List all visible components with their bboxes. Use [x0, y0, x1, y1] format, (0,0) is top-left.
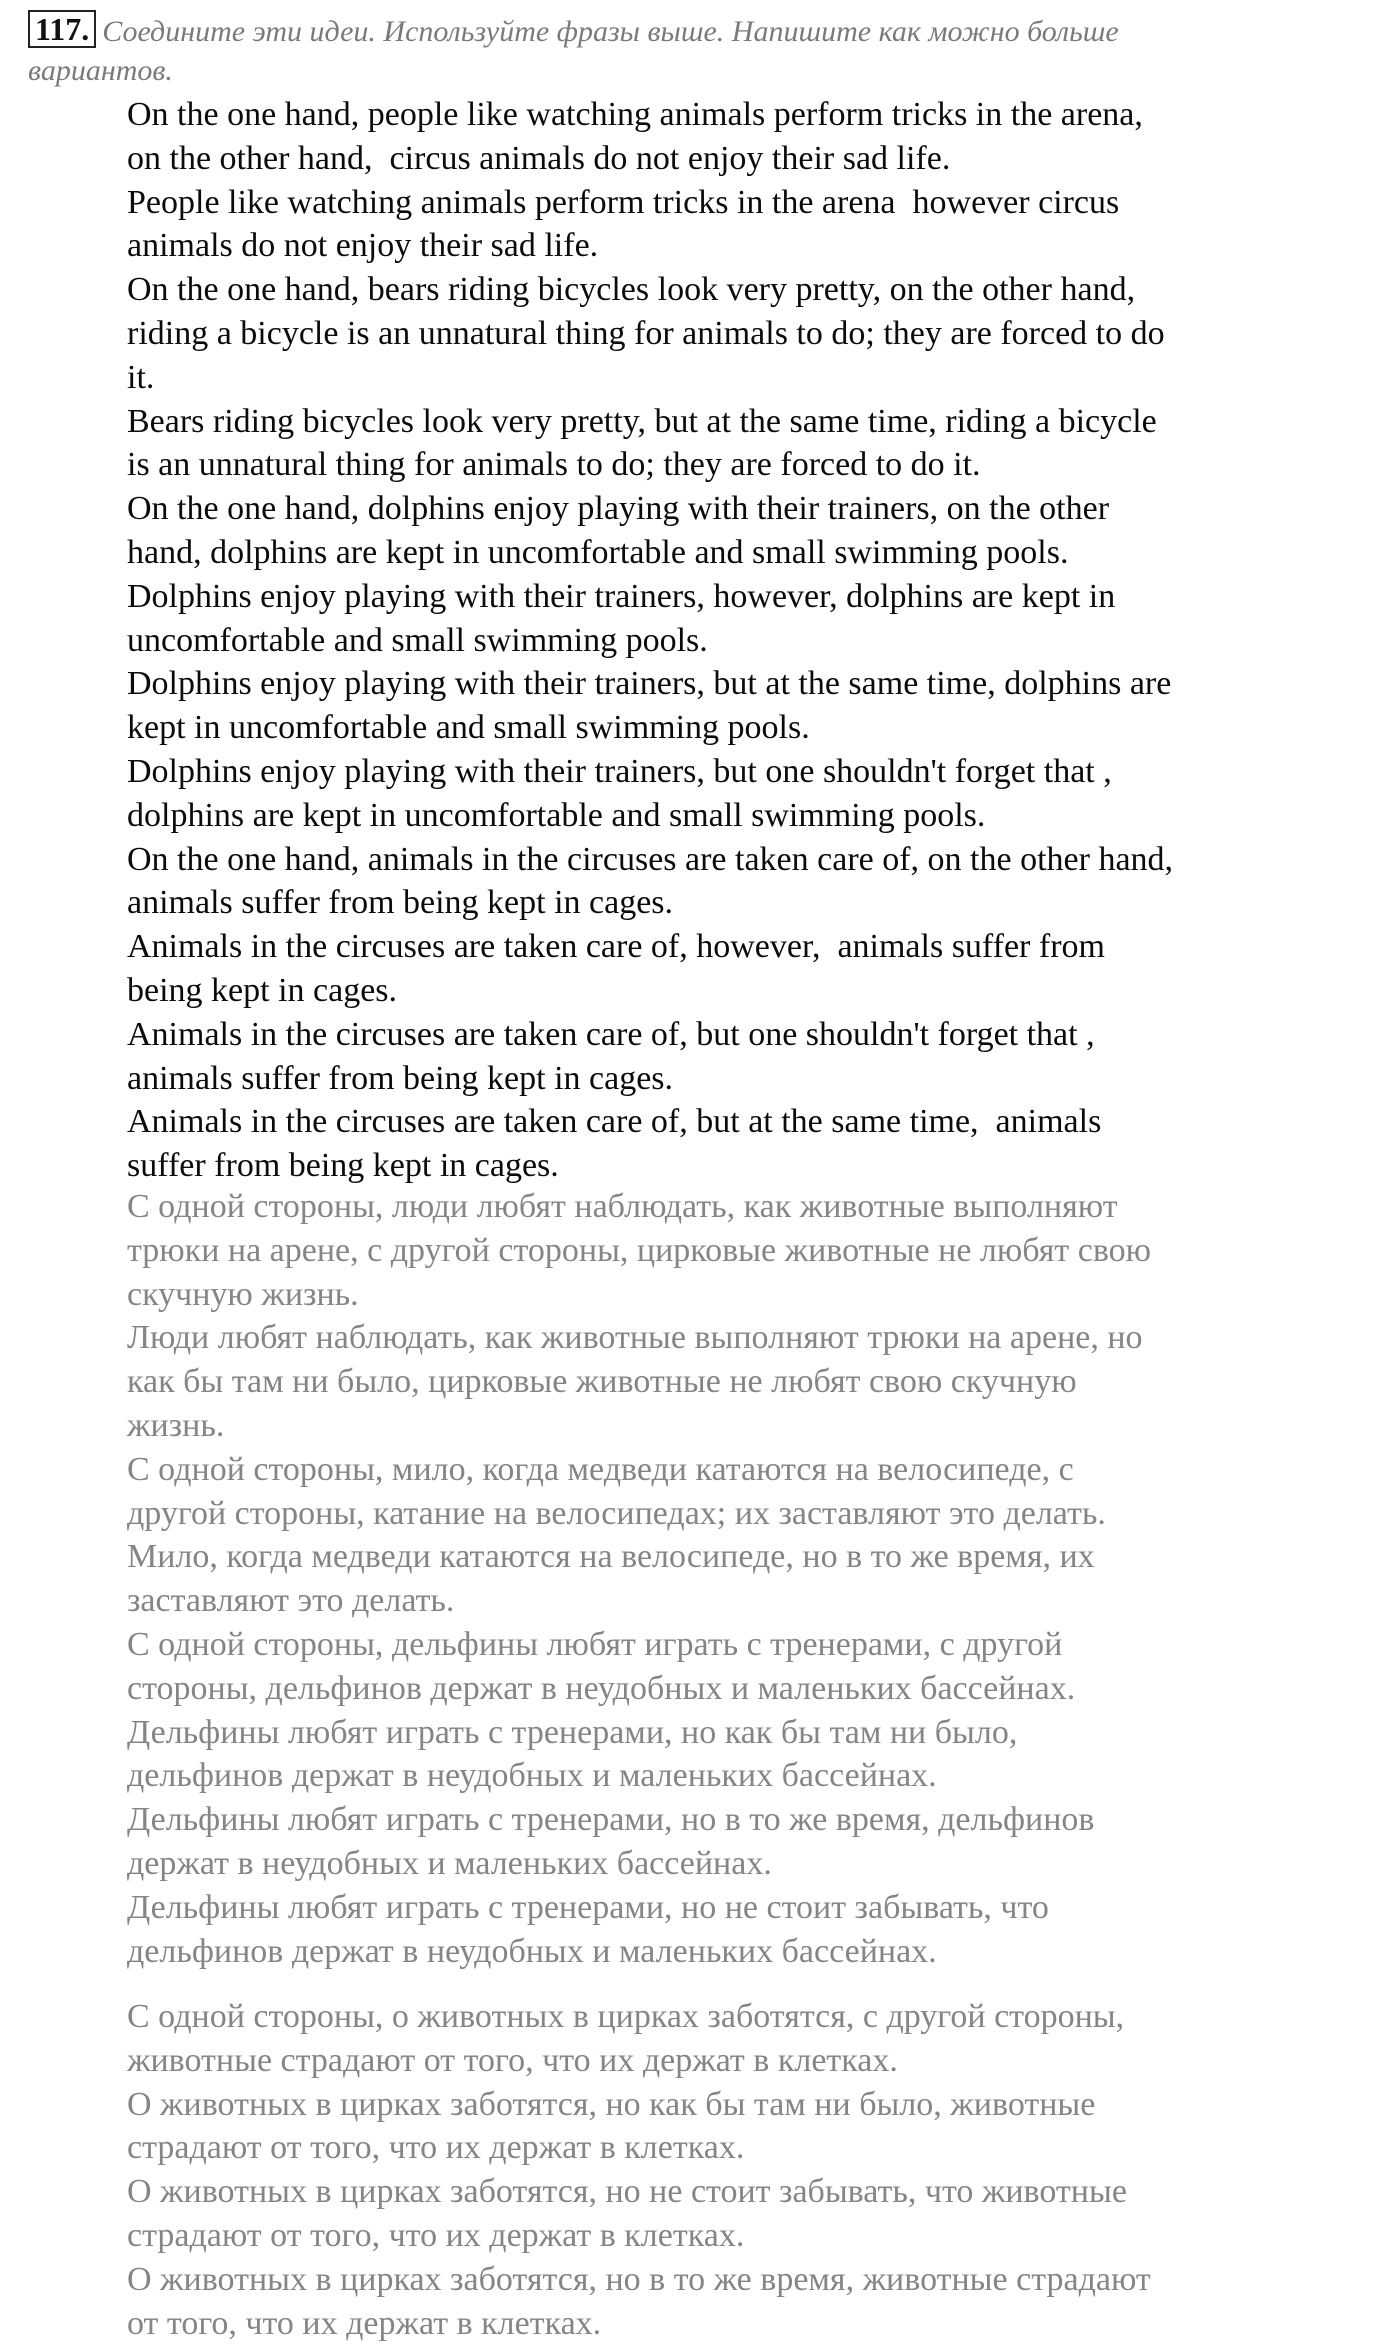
english-line: hand, dolphins are kept in uncomfortable and small swimming pools.	[127, 533, 1069, 571]
russian-line: С одной стороны, мило, когда медведи катаются на велосипеде, с	[127, 1450, 1074, 1488]
russian-line: С одной стороны, о животных в цирках заботятся, с другой стороны,	[127, 1998, 1125, 2035]
english-line: Dolphins enjoy playing with their trainers, but at the same time, dolphins are	[127, 665, 1172, 703]
russian-line: трюки на арене, с другой стороны, цирковые животные не любят свою	[127, 1231, 1152, 1269]
english-line: On the one hand, animals in the circuses are taken care of, on the other hand,	[127, 840, 1174, 878]
english-line: suffer from being kept in cages.	[127, 1147, 559, 1185]
english-line: on the other hand, circus animals do not enjoy their sad life.	[127, 139, 951, 177]
russian-line: страдают от того, что их держат в клетках.	[127, 2129, 745, 2167]
russian-line: стороны, дельфинов держат в неудобных и маленьких бассейнах.	[127, 1669, 1076, 1707]
russian-line: Дельфины любят играть с тренерами, но как бы там ни было,	[127, 1713, 1018, 1751]
english-line: kept in uncomfortable and small swimming pools.	[127, 709, 810, 747]
english-line: riding a bicycle is an unnatural thing for animals to do; they are forced to do	[127, 314, 1165, 352]
task-header	[28, 10, 1368, 90]
english-line: Bears riding bicycles look very pretty, but at the same time, riding a bicycle	[127, 402, 1157, 440]
russian-line: О животных в цирках заботятся, но как бы там ни было, животные	[127, 2085, 1096, 2123]
russian-line: другой стороны, катание на велосипедах; их заставляют это делать.	[127, 1494, 1106, 1532]
english-line: Dolphins enjoy playing with their trainers, however, dolphins are kept in	[127, 577, 1116, 615]
task-number: 117.	[28, 10, 96, 48]
russian-line: как бы там ни было, цирковые животные не любят свою скучную	[127, 1363, 1077, 1401]
english-line: is an unnatural thing for animals to do; they are forced to do it.	[127, 446, 981, 484]
russian-line: С одной стороны, люди любят наблюдать, как животные выполняют	[127, 1188, 1118, 1225]
english-line: On the one hand, people like watching animals perform tricks in the arena,	[127, 96, 1143, 133]
english-line: Animals in the circuses are taken care of, but at the same time, animals	[127, 1103, 1102, 1141]
russian-line: скучную жизнь.	[127, 1275, 359, 1313]
english-line: uncomfortable and small swimming pools.	[127, 621, 708, 659]
russian-line: дельфинов держат в неудобных и маленьких бассейнах.	[127, 1757, 937, 1795]
russian-line: С одной стороны, дельфины любят играть с тренерами, с другой	[127, 1625, 1063, 1663]
russian-translations	[127, 1185, 1327, 1973]
russian-line: Люди любят наблюдать, как животные выполняют трюки на арене, но	[127, 1319, 1143, 1357]
russian-line: держат в неудобных и маленьких бассейнах.	[127, 1844, 772, 1882]
russian-line: жизнь.	[127, 1406, 225, 1444]
russian-line: О животных в цирках заботятся, но в то же время, животные страдают	[127, 2260, 1151, 2298]
russian-line: Дельфины любят играть с тренерами, но не стоит забывать, что	[127, 1888, 1049, 1926]
english-line: animals suffer from being kept in cages.	[127, 1059, 674, 1097]
english-line: Animals in the circuses are taken care of, however, animals suffer from	[127, 928, 1105, 966]
english-line: animals suffer from being kept in cages.	[127, 884, 674, 922]
english-line: Animals in the circuses are taken care of, but one shouldn't forget that ,	[127, 1015, 1095, 1053]
russian-line: Мило, когда медведи катаются на велосипеде, но в то же время, их	[127, 1538, 1095, 1576]
russian-line: дельфинов держат в неудобных и маленьких бассейнах.	[127, 1932, 937, 1970]
english-line: it.	[127, 358, 155, 396]
english-line: On the one hand, dolphins enjoy playing with their trainers, on the other	[127, 490, 1110, 528]
russian-line: животные страдают от того, что их держат в клетках.	[127, 2041, 898, 2079]
russian-translations-circus	[127, 1995, 1327, 2345]
english-line: being kept in cages.	[127, 971, 398, 1009]
english-line: People like watching animals perform tricks in the arena however circus	[127, 183, 1120, 221]
english-line: animals do not enjoy their sad life.	[127, 227, 599, 265]
task-instruction-line-1: Соедините эти идеи. Используйте фразы выше. Напишите как можно больше	[102, 15, 1119, 48]
english-answers	[127, 93, 1327, 1188]
english-line: dolphins are kept in uncomfortable and small swimming pools.	[127, 796, 986, 834]
russian-line: Дельфины любят играть с тренерами, но в то же время, дельфинов	[127, 1801, 1095, 1839]
english-line: On the one hand, bears riding bicycles look very pretty, on the other hand,	[127, 271, 1136, 309]
russian-line: заставляют это делать.	[127, 1582, 455, 1620]
russian-line: страдают от того, что их держат в клетках.	[127, 2216, 745, 2254]
russian-line: О животных в цирках заботятся, но не стоит забывать, что животные	[127, 2173, 1127, 2211]
english-line: Dolphins enjoy playing with their trainers, but one shouldn't forget that ,	[127, 752, 1112, 790]
russian-line: от того, что их держат в клетках.	[127, 2304, 602, 2342]
task-instruction-line-2: вариантов.	[28, 54, 173, 87]
